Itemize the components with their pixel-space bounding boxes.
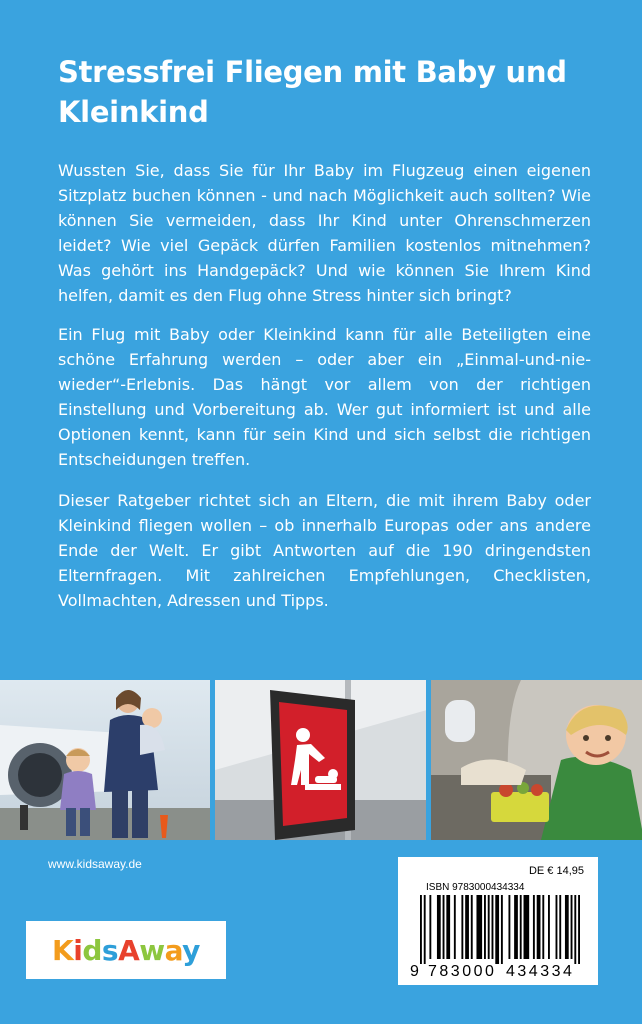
website-url: www.kidsaway.de [48,857,142,871]
isbn-label: ISBN 9783000434334 [426,882,525,893]
logo-letter: A [118,933,140,967]
logo-letter: i [73,933,83,967]
logo-letter: w [139,933,165,967]
blurb-paragraph-3: Dieser Ratgeber richtet sich an Eltern, die mit ihrem Baby oder Kleinkind fliegen wollen – ob innerhalb Europas oder ans andere Ende der Welt. Er gibt Antworten auf die 190 dringendsten Elternfragen. Mit zahlreichen Empfehlungen, Checklisten, Vollmachten, Adressen und Tipps. [58,491,591,610]
photo-airport-family [0,680,210,840]
barcode-label [398,857,598,985]
blurb-paragraph-1: Wussten Sie, dass Sie für Ihr Baby im Flugzeug einen eigenen Sitzplatz buchen können - und nach Möglichkeit auch sollten? Wie können Sie vermeiden, dass Ihr Kind unter Ohrenschmerzen leidet? Wie viel Gepäck dürfen Familien kostenlos mitnehmen? Was gehört ins Handgepäck? Und wie können Sie Ihrem Kind helfen, damit es den Flug ohne Stress hinter sich bringt? [58,161,591,305]
logo-letter: K [52,933,74,967]
photo-strip [0,680,642,840]
kidsaway-logo [26,921,226,979]
ean-first-digit: 9 [410,963,419,980]
barcode-bars [420,895,580,964]
cover-title: Stressfrei Fliegen mit Baby und Kleinkind [58,55,567,129]
photo-boy-in-plane [431,680,642,840]
price-label: DE € 14,95 [528,865,584,877]
logo-letter: d [82,933,102,967]
ean-group-1: 783000 [428,963,497,980]
photo-changing-sign [215,680,425,840]
logo-letter: s [101,933,119,967]
ean-group-2: 434334 [506,963,575,980]
logo-wordmark [52,934,200,967]
logo-letter: y [182,933,200,967]
logo-letter: a [164,933,183,967]
blurb-paragraph-2: Ein Flug mit Baby oder Kleinkind kann für alle Beteiligten eine schöne Erfahrung werden – oder aber ein „Einmal-und-nie-wieder“-Erlebnis. Das hängt vor allem von der richtigen Einstellung und Vorbereitung ab. Wer gut informiert ist und alle Optionen kennt, kann für sein Kind und sich selbst die richtigen Entscheidungen treffen. [58,325,591,469]
